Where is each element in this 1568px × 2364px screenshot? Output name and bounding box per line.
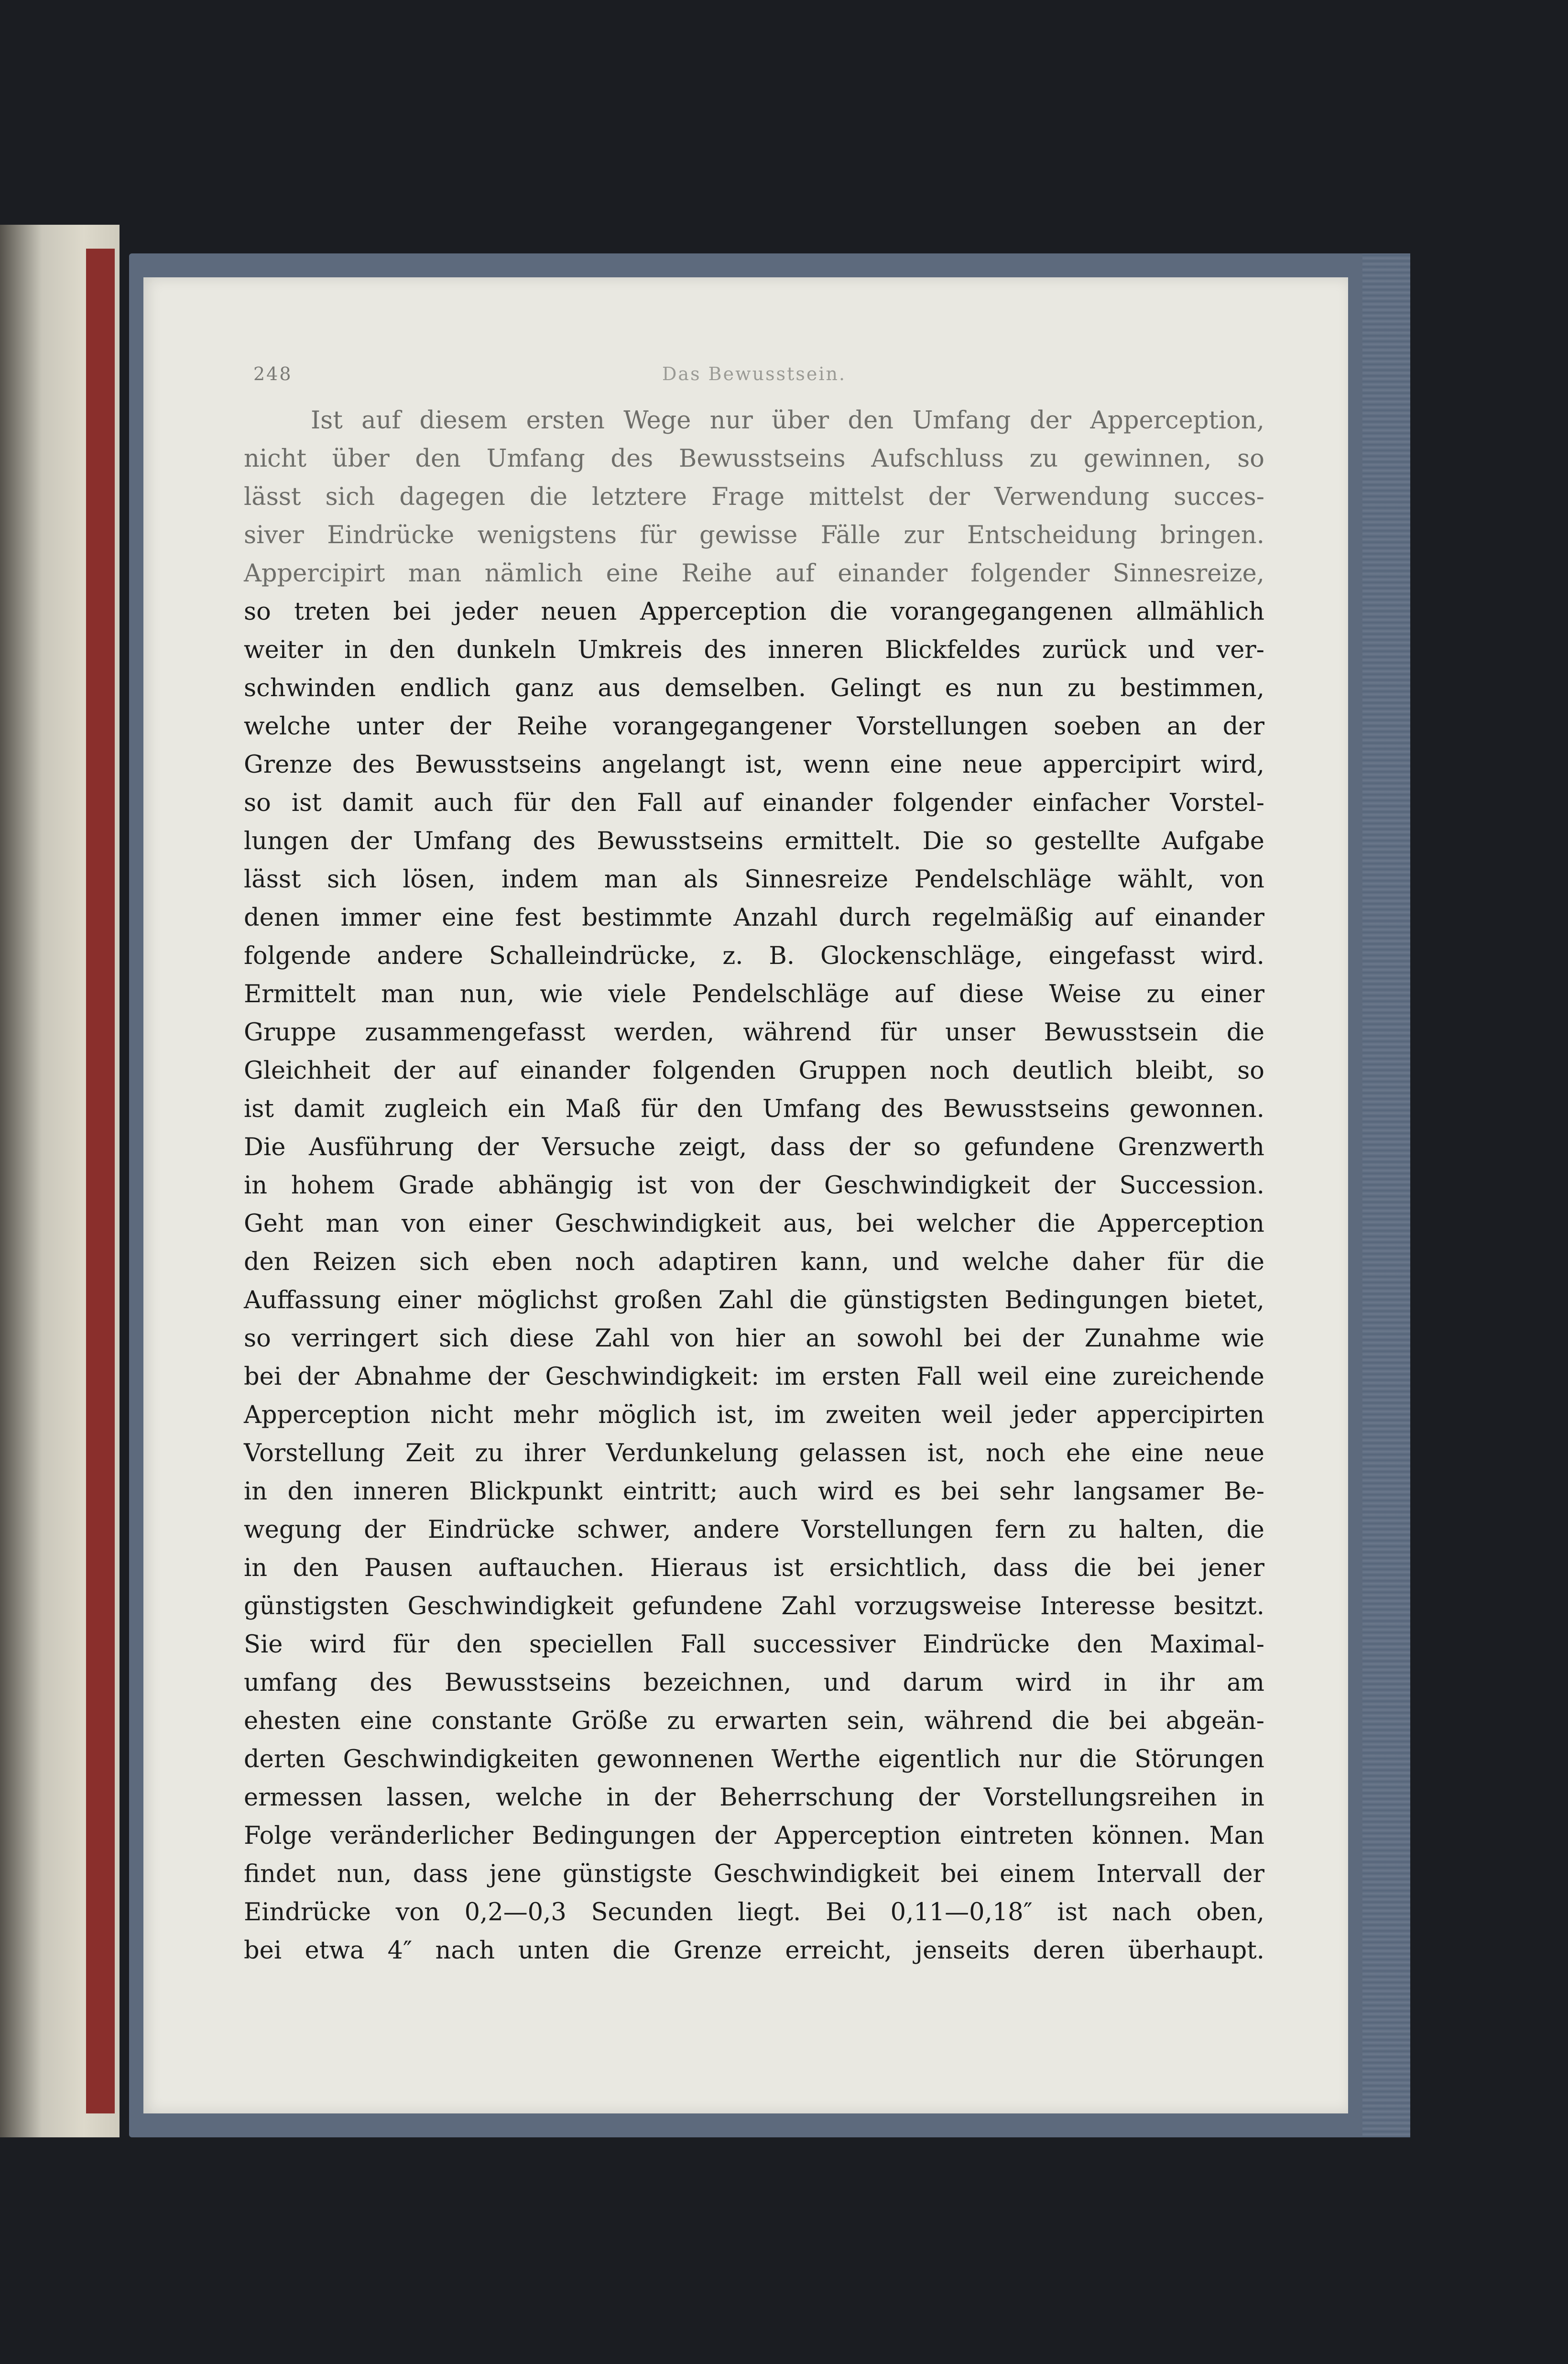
text-line: lässt sich lösen, indem man als Sinnesreize Pendelschläge wählt, von bbox=[244, 865, 1264, 894]
text-line: Vorstellung Zeit zu ihrer Verdunkelung gelassen ist, noch ehe eine neue bbox=[244, 1439, 1264, 1467]
text-line: Ist auf diesem ersten Wege nur über den Umfang der Apperception, bbox=[311, 406, 1264, 435]
text-line: ermessen lassen, welche in der Beherrschung der Vorstellungsreihen in bbox=[244, 1784, 1264, 1812]
text-line: ist damit zugleich ein Maß für den Umfang des Bewusstseins gewonnen. bbox=[244, 1095, 1264, 1123]
text-line: günstigsten Geschwindigkeit gefundene Zahl vorzugsweise Interesse besitzt. bbox=[244, 1592, 1264, 1620]
body-text bbox=[244, 402, 1264, 1970]
text-line: lungen der Umfang des Bewusstseins ermittelt. Die so gestellte Aufgabe bbox=[244, 827, 1264, 855]
text-line: Appercipirt man nämlich eine Reihe auf einander folgender Sinnesreize, bbox=[244, 559, 1264, 588]
text-line: findet nun, dass jene günstigste Geschwindigkeit bei einem Intervall der bbox=[244, 1860, 1264, 1888]
text-line: in den inneren Blickpunkt eintritt; auch wird es bei sehr langsamer Be- bbox=[244, 1478, 1264, 1506]
text-line: bei etwa 4″ nach unten die Grenze erreicht, jenseits deren überhaupt. bbox=[244, 1937, 1264, 1965]
text-line: welche unter der Reihe vorangegangener Vorstellungen soeben an der bbox=[244, 712, 1264, 741]
text-line: Folge veränderlicher Bedingungen der Apperception eintreten können. Man bbox=[244, 1822, 1264, 1850]
text-line: folgende andere Schalleindrücke, z. B. Glockenschläge, eingefasst wird. bbox=[244, 942, 1264, 970]
text-line: wegung der Eindrücke schwer, andere Vorstellungen fern zu halten, die bbox=[244, 1516, 1264, 1544]
text-line: den Reizen sich eben noch adaptiren kann, und welche daher für die bbox=[244, 1248, 1264, 1276]
text-line: Die Ausführung der Versuche zeigt, dass der so gefundene Grenzwerth bbox=[244, 1133, 1264, 1161]
text-line: nicht über den Umfang des Bewusstseins Aufschluss zu gewinnen, so bbox=[244, 445, 1264, 473]
text-line: so ist damit auch für den Fall auf einander folgender einfacher Vorstel- bbox=[244, 789, 1264, 817]
text-block bbox=[244, 354, 1264, 1970]
running-title: Das Bewusstsein. bbox=[662, 363, 847, 384]
text-line: so verringert sich diese Zahl von hier an sowohl bei der Zunahme wie bbox=[244, 1324, 1264, 1353]
text-line: Auffassung einer möglichst großen Zahl die günstigsten Bedingungen bietet, bbox=[244, 1286, 1264, 1314]
text-line: Eindrücke von 0,2—0,3 Secunden liegt. Bei 0,11—0,18″ ist nach oben, bbox=[244, 1898, 1264, 1926]
text-line: siver Eindrücke wenigstens für gewisse Fälle zur Entscheidung bringen. bbox=[244, 521, 1264, 549]
text-line: in den Pausen auftauchen. Hieraus ist ersichtlich, dass die bei jener bbox=[244, 1554, 1264, 1582]
text-line: Ermittelt man nun, wie viele Pendelschläge auf diese Weise zu einer bbox=[244, 980, 1264, 1008]
text-line: so treten bei jeder neuen Apperception die vorangegangenen allmählich bbox=[244, 598, 1264, 626]
text-line: Geht man von einer Geschwindigkeit aus, bei welcher die Apperception bbox=[244, 1210, 1264, 1238]
text-line: bei der Abnahme der Geschwindigkeit: im ersten Fall weil eine zureichende bbox=[244, 1363, 1264, 1391]
text-line: umfang des Bewusstseins bezeichnen, und darum wird in ihr am bbox=[244, 1669, 1264, 1697]
text-line: denen immer eine fest bestimmte Anzahl durch regelmäßig auf einander bbox=[244, 904, 1264, 932]
text-line: weiter in den dunkeln Umkreis des inneren Blickfeldes zurück und ver- bbox=[244, 636, 1264, 664]
text-line: Gleichheit der auf einander folgenden Gruppen noch deutlich bleibt, so bbox=[244, 1057, 1264, 1085]
text-line: Gruppe zusammengefasst werden, während für unser Bewusstsein die bbox=[244, 1018, 1264, 1047]
text-line: Grenze des Bewusstseins angelangt ist, wenn eine neue appercipirt wird, bbox=[244, 751, 1264, 779]
page-number: 248 bbox=[253, 363, 293, 384]
spine-binding bbox=[86, 249, 115, 2113]
text-line: in hohem Grade abhängig ist von der Geschwindigkeit der Succession. bbox=[244, 1171, 1264, 1200]
text-line: schwinden endlich ganz aus demselben. Gelingt es nun zu bestimmen, bbox=[244, 674, 1264, 702]
text-line: ehesten eine constante Größe zu erwarten sein, während die bei abgeän- bbox=[244, 1707, 1264, 1735]
text-line: Sie wird für den speciellen Fall successiver Eindrücke den Maximal- bbox=[244, 1631, 1264, 1659]
running-head bbox=[244, 354, 1264, 402]
text-line: derten Geschwindigkeiten gewonnenen Werthe eigentlich nur die Störungen bbox=[244, 1745, 1264, 1773]
cover-edge bbox=[1362, 253, 1410, 2137]
text-line: Apperception nicht mehr möglich ist, im zweiten weil jeder appercipirten bbox=[244, 1401, 1264, 1429]
text-line: lässt sich dagegen die letztere Frage mittelst der Verwendung succes- bbox=[244, 483, 1264, 511]
